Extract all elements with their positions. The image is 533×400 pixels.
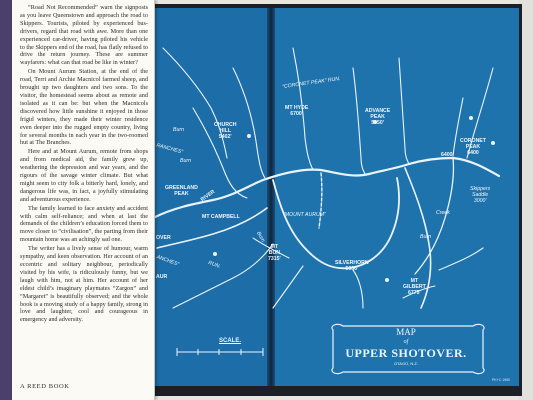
map-title-map: MAP xyxy=(396,327,416,337)
label-peak-6400: 6400 xyxy=(441,152,453,158)
label-mt-gilbert: MT GILBERT 6775' xyxy=(403,278,426,296)
label-branches-bottom: ANCHES” xyxy=(155,254,180,268)
map-title-sub: OTAGO, N.Z. xyxy=(394,361,418,366)
label-burn-a: Burn xyxy=(173,127,184,133)
scale-label: SCALE. xyxy=(219,338,242,344)
label-mount-aurum: “MOUNT AURUM” xyxy=(283,212,326,218)
lower-river xyxy=(273,178,399,268)
label-coronet-peak: CORONET PEAK 6400 xyxy=(460,138,486,156)
label-river: RIVER xyxy=(199,188,217,204)
label-burn-c: Burn xyxy=(255,230,266,244)
blurb-paragraph: On Mount Aurum Station, at the end of the road, Terri and Archie Macnicol farmed sheep, and brought up two daughters and two sons. To the visitor, the homestead seems about as remote and isolated as it can be: but when the Macnicols discovered how little sunshine it enjoyed in those frigid winters, they made their winter residence even deeper into the rugged empty country, living for several months in each year in the two-roomed hut at The Branches. xyxy=(20,68,148,147)
jacket-blurb xyxy=(20,4,148,324)
mt-aurum-track xyxy=(319,173,322,228)
blurb-paragraph: Here and at Mount Aurum, remote from shops and from medical aid, the family grew up, weathering the depression and war years, and the rigours of the savage winter climate. But what might seem to city folk a bitterly hard, lonely, and dangerous life was, in fact, a joyfully stimulating and adventurous experience. xyxy=(20,148,148,203)
label-coronet-peak-run: “CORONET PEAK” RUN. xyxy=(281,75,341,91)
label-advance-peak: ADVANCE PEAK 5650' xyxy=(365,108,391,126)
label-branches-top: RANCHES” xyxy=(155,142,184,156)
label-church-hill: CHURCH HILL 5402' xyxy=(214,122,237,140)
label-burn-b: Burn xyxy=(180,158,191,164)
label-creek: Creek xyxy=(436,210,450,216)
label-skippers-saddle: Skippers Saddle 3000' xyxy=(470,186,491,204)
label-burn-d: Burn xyxy=(420,234,431,240)
blurb-paragraph: “Road Not Recommended” warn the signposts as you leave Queenstown and approach the road to Skippers. Tourists, piloted by experienced bus-drivers, regard that road with awe. More than one experienced car-driver, having piloted his vehicle to the Skippers end of the road, has flatly refused to drive the return journey. These are summer wayfarers: what can that road be like in winter? xyxy=(20,4,149,67)
map-title-of: of xyxy=(403,339,409,345)
blurb-paragraph: The family learned to face anxiety and accident with calm self-reliance; and when at last the demands of the children’s education forced them to move closer to “civilisation”, the parting from their mountain home was an achingly sad one. xyxy=(20,204,148,244)
label-mt-hyde: MT HYDE 6700' xyxy=(285,105,309,117)
blurb-paragraph: The writer has a lively sense of humour, warm sympathy, and keen observation. Her account of an eccentric and solitary neighbour, periodically visited by his wife, is ridiculously funny, but we laugh with him, not at him. Her account of her eldest child’s imaginary playmates “Zargon” and “Margaret” is beautifully observed; and the whole book is a moving study of a happy family, strong in love and laughter, cool and courageous in emergency and adversity. xyxy=(20,245,148,324)
label-mt-bun: MT BUN 7315' xyxy=(268,244,281,262)
label-greenland-peak: GREENLAND PEAK xyxy=(165,185,198,197)
print-code: PK+C 1960 xyxy=(492,378,510,382)
label-run: RUN. xyxy=(207,260,222,270)
right-creek xyxy=(415,158,454,274)
dust-jacket-flap xyxy=(12,0,155,400)
map-title-banner xyxy=(331,321,481,375)
publisher-name: A REED BOOK xyxy=(20,383,70,390)
map-title-name: UPPER SHOTOVER. xyxy=(345,346,467,360)
label-mt-campbell: MT CAMPBELL xyxy=(202,214,240,220)
label-over: OVER xyxy=(156,235,171,241)
label-silverhorn: SILVERHORN 5686' xyxy=(335,260,369,272)
scale-bar xyxy=(177,348,263,356)
label-aur: AUR xyxy=(156,274,168,280)
